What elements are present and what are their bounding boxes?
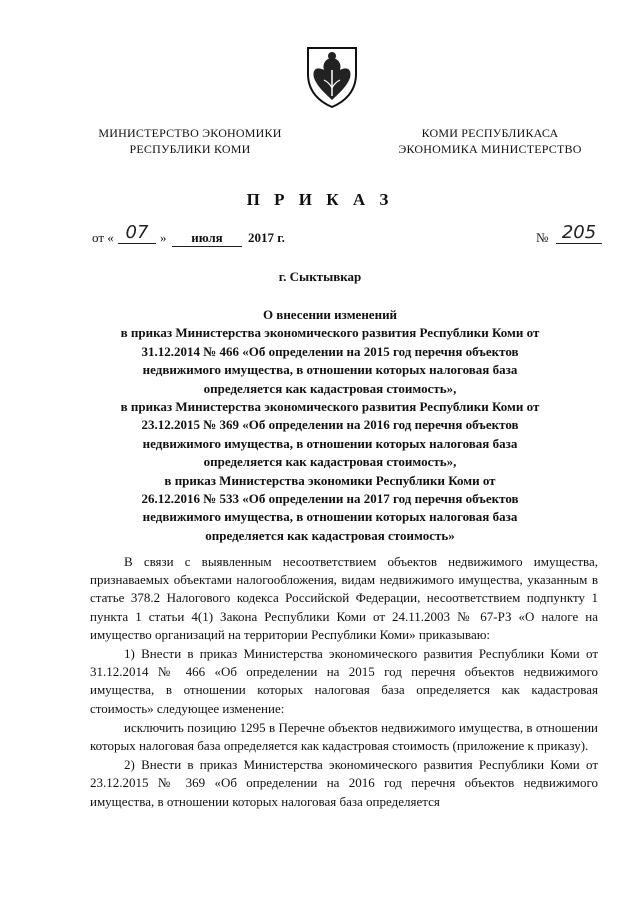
subject-line: в приказ Министерства экономики Республики Коми от (164, 472, 496, 488)
ministry-header-line: ЭКОНОМИКА МИНИСТЕРСТВО (398, 142, 582, 156)
date-year: 2017 г. (248, 230, 285, 245)
document-title: П Р И К А З (246, 190, 394, 209)
subject-line: недвижимого имущества, в отношении которых налоговая база (142, 509, 518, 525)
ministry-header-line: КОМИ РЕСПУБЛИКАСА (421, 126, 559, 140)
order-subject (80, 306, 580, 545)
subject-line: определяется как кадастровая стоимость» (205, 527, 455, 543)
date-month: июля (172, 230, 242, 247)
subject-line: недвижимого имущества, в отношении которых налоговая база (142, 435, 518, 451)
subject-line: недвижимого имущества, в отношении которых налоговая база (142, 362, 518, 378)
date-line (92, 222, 602, 250)
body-paragraph: 1) Внести в приказ Министерства экономического развития Республики Коми от 31.12.2014 № 466 «Об определении на 2015 год перечня объектов недвижимого имущества, в отношении которых налоговая база определяется как кадастровая стоимость» следующее изменение: (90, 646, 598, 716)
city: г. Сыктывкар (278, 269, 362, 284)
body-paragraph: исключить позицию 1295 в Перечне объектов недвижимого имущества, в отношении которых налоговая база определяется как кадастровая стоимость (приложение к приказу). (90, 719, 598, 754)
date-day: 07 (118, 222, 156, 244)
order-number-label: № (536, 230, 549, 245)
ministry-header-russian (95, 125, 285, 157)
date-prefix: от « (92, 230, 114, 245)
body-paragraph: В связи с выявленным несоответствием объектов недвижимого имущества, признаваемых объектами налогообложения, видам недвижимого имущества, указанным в статье 378.2 Налогового кодекса Российской Федерации, несоответствием подпункту 1 пункта 1 статьи 4(1) Закона Республики Коми от 24.11.2003 № 67-РЗ «О налоге на имущество организаций на территории Республики Коми» приказываю: (90, 554, 598, 642)
komi-coat-of-arms-icon (302, 44, 362, 110)
subject-line: в приказ Министерства экономического развития Республики Коми от (120, 325, 540, 341)
order-number: 205 (556, 222, 602, 244)
date-separator: » (160, 230, 167, 245)
ministry-header-line: РЕСПУБЛИКИ КОМИ (129, 142, 251, 156)
subject-line: определяется как кадастровая стоимость», (203, 454, 457, 470)
ministry-header-komi (395, 125, 585, 157)
order-body (90, 553, 598, 812)
subject-line: в приказ Министерства экономического развития Республики Коми от (120, 399, 540, 415)
subject-line: 26.12.2016 № 533 «Об определении на 2017 год перечня объектов (141, 491, 519, 507)
body-paragraph: 2) Внести в приказ Министерства экономического развития Республики Коми от 23.12.2015 № 369 «Об определении на 2016 год перечня объектов недвижимого имущества, в отношении которых налоговая база определяется (90, 757, 598, 809)
subject-line: 31.12.2014 № 466 «Об определении на 2015 год перечня объектов (141, 343, 519, 359)
subject-line: определяется как кадастровая стоимость», (203, 380, 457, 396)
subject-line: 23.12.2015 № 369 «Об определении на 2016 год перечня объектов (141, 417, 519, 433)
ministry-header-line: МИНИСТЕРСТВО ЭКОНОМИКИ (98, 126, 282, 140)
subject-line: О внесении изменений (262, 307, 398, 322)
